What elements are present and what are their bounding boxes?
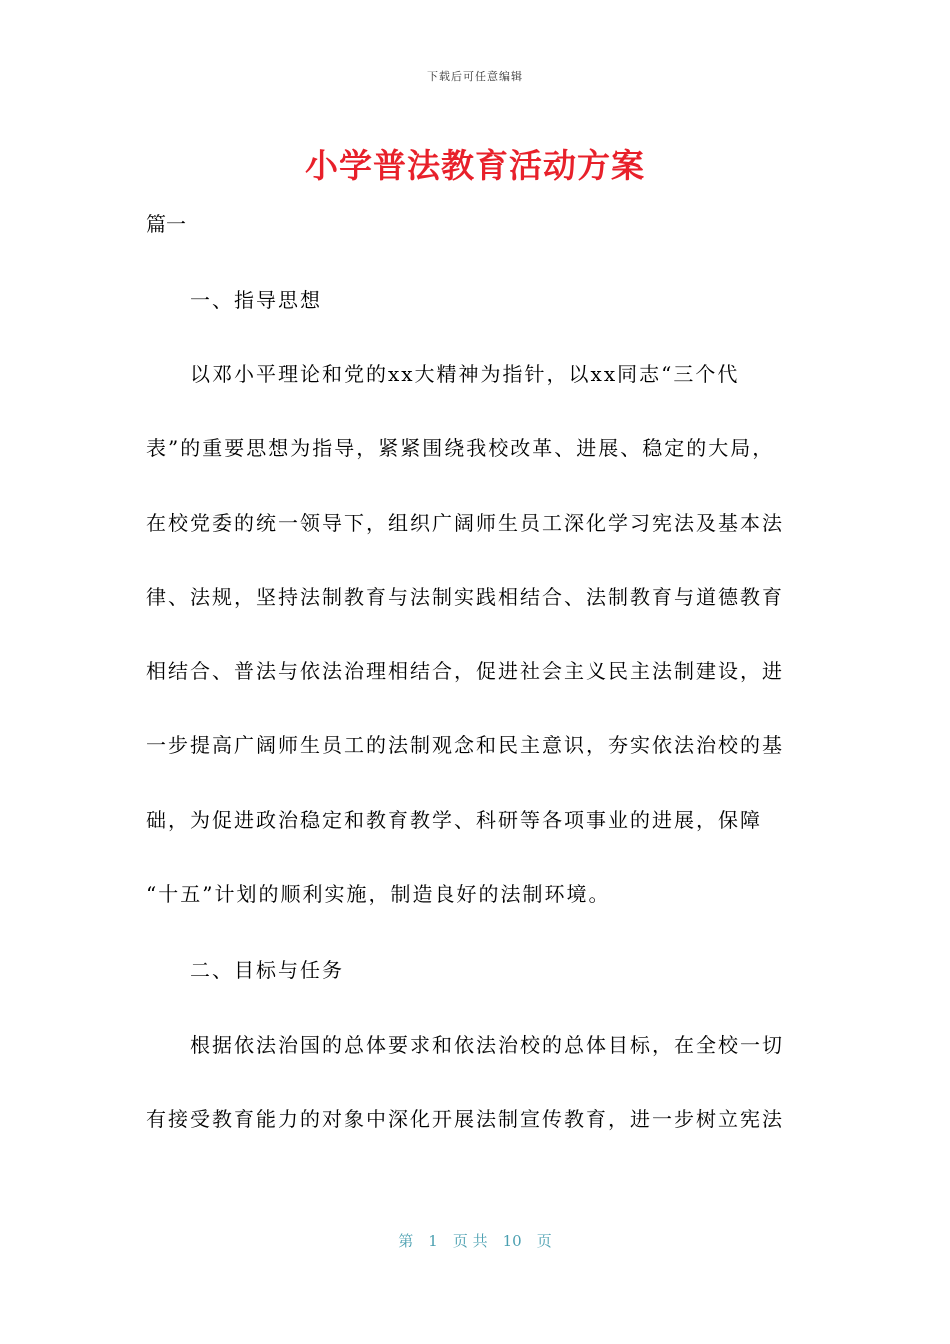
header-note: 下载后可任意编辑 [427, 70, 523, 83]
document-title: 小学普法教育活动方案 [305, 146, 645, 185]
paragraph-line: 有接受教育能力的对象中深化开展法制宣传教育，进一步树立宪法 [146, 1107, 784, 1131]
paragraph-line: 在校党委的统一领导下，组织广阔师生员工深化学习宪法及基本法 [146, 511, 784, 535]
paragraph-line: 律、法规，坚持法制教育与法制实践相结合、法制教育与道德教育 [146, 585, 784, 609]
page-footer: 第 1 页 共 10 页 [398, 1232, 552, 1250]
paragraph-line: 以邓小平理论和党的xx大精神为指针，以xx同志“三个代 [146, 362, 740, 386]
paragraph-line: 相结合、普法与依法治理相结合，促进社会主义民主法制建设，进 [146, 659, 784, 683]
paragraph-line: 一步提高广阔师生员工的法制观念和民主意识，夯实依法治校的基 [146, 733, 784, 757]
paragraph-line: 根据依法治国的总体要求和依法治校的总体目标，在全校一切 [146, 1033, 784, 1057]
heading-guiding-thought: 一、指导思想 [146, 288, 322, 312]
paragraph-line: 础，为促进政治稳定和教育教学、科研等各项事业的进展，保障 [146, 808, 762, 832]
section-label: 篇一 [146, 212, 186, 236]
paragraph-line: 表”的重要思想为指导，紧紧围绕我校改革、进展、稳定的大局， [146, 436, 775, 460]
heading-goals-tasks: 二、目标与任务 [146, 958, 344, 982]
paragraph-line: “十五”计划的顺利实施，制造良好的法制环境。 [146, 882, 611, 906]
